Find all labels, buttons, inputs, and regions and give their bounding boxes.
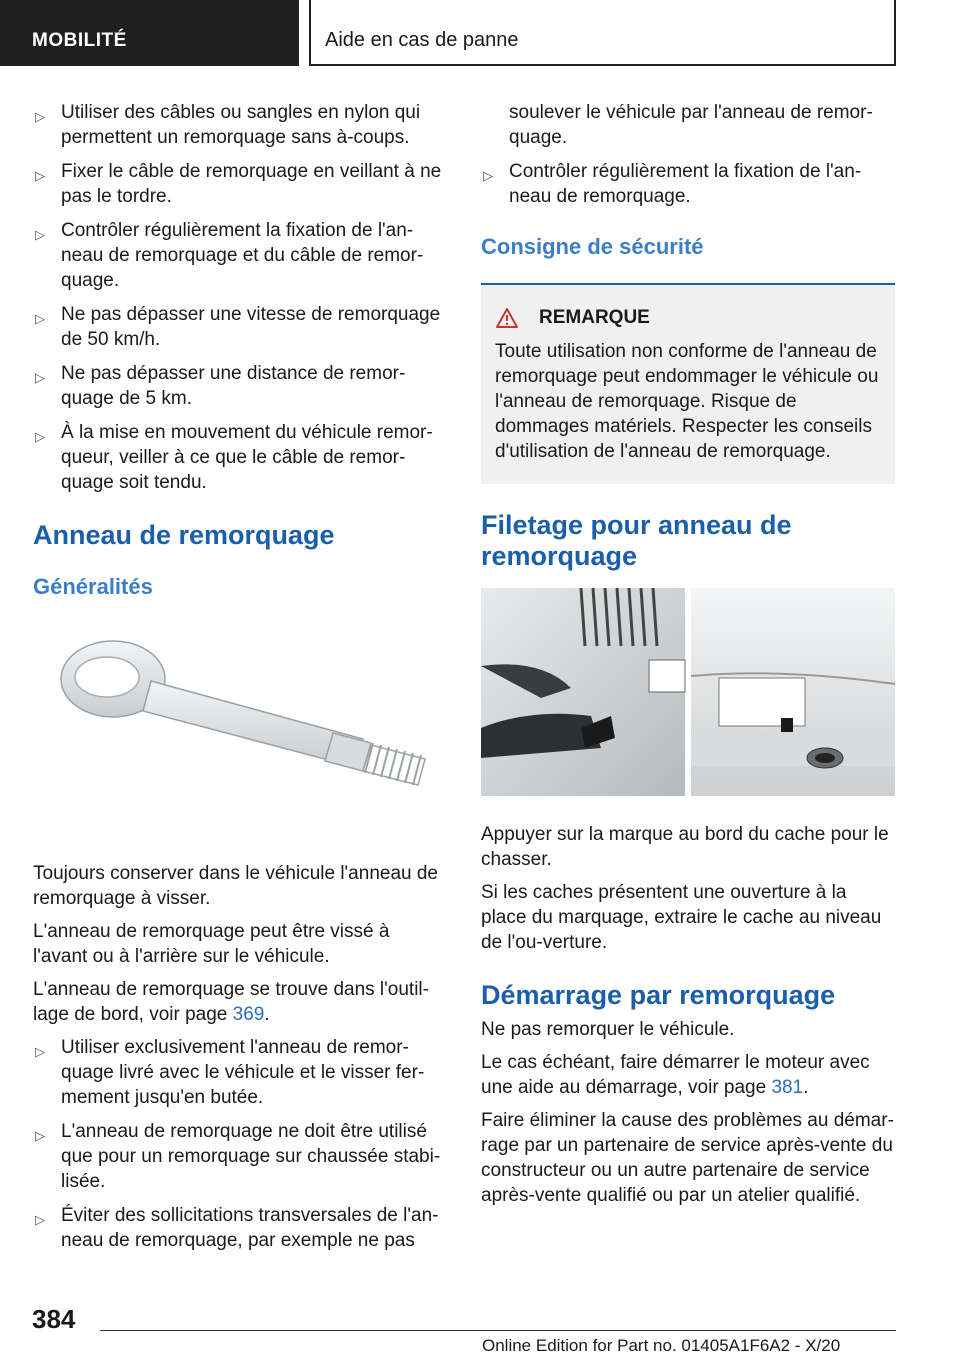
left-column	[33, 100, 447, 1262]
paragraph: L'anneau de remorquage se trouve dans l'outil-lage de bord, voir page 369.	[33, 979, 429, 1025]
note-header	[489, 307, 887, 329]
triangle-right-icon: ▷	[35, 311, 45, 326]
page-header	[0, 0, 960, 66]
list-item: ▷ Fixer le câble de remorquage en veillant à ne pas le tordre.	[35, 161, 442, 207]
section-label: MOBILITÉ	[0, 0, 299, 66]
triangle-right-icon: ▷	[35, 429, 45, 444]
warning-note	[481, 283, 895, 484]
bullet-list-top	[33, 100, 447, 495]
triangle-right-icon: ▷	[35, 109, 45, 124]
triangle-right-icon: ▷	[35, 1128, 45, 1143]
right-column	[481, 100, 895, 1216]
section-heading: Anneau de remorquage	[33, 520, 335, 550]
list-item: ▷ L'anneau de remorquage ne doit être utilisé que pour un remorquage sur chaussée stabi-lisée.	[35, 1121, 441, 1192]
list-item: ▷ Ne pas dépasser une distance de remor-quage de 5 km.	[35, 363, 406, 409]
triangle-right-icon: ▷	[35, 227, 45, 242]
tow-ring-illustration	[33, 621, 447, 851]
list-item: ▷ Ne pas dépasser une vitesse de remorquage de 50 km/h.	[35, 304, 441, 350]
list-item: ▷ Contrôler régulièrement la fixation de l'an-neau de remorquage.	[483, 161, 862, 207]
paragraph: Faire éliminer la cause des problèmes au démar-rage par un partenaire de service après-vente du constructeur ou un autre partenaire de service après-vente qualifié ou par un atelier qualifié.	[481, 1110, 894, 1206]
paragraph: Appuyer sur la marque au bord du cache pour le chasser.	[481, 824, 889, 870]
page-footer	[0, 1290, 960, 1362]
subsection-heading: Consigne de sécurité	[481, 234, 704, 259]
triangle-right-icon: ▷	[35, 1212, 45, 1227]
paragraph: L'anneau de remorquage peut être vissé à l'avant ou à l'arrière sur le véhicule.	[33, 921, 390, 967]
paragraph: Si les caches présentent une ouverture à la place du marquage, extraire le cache au niveau de l'ou-verture.	[481, 882, 882, 953]
section-heading: Filetage pour anneau de remorquage	[481, 510, 792, 571]
list-item: ▷ Utiliser des câbles ou sangles en nylon qui permettent un remorquage sans à-coups.	[35, 102, 421, 148]
subsection-heading: Généralités	[33, 574, 153, 599]
note-title: REMARQUE	[539, 307, 650, 328]
paragraph: Le cas échéant, faire démarrer le moteur avec une aide au démarrage, voir page 381.	[481, 1052, 870, 1098]
triangle-right-icon: ▷	[483, 168, 493, 183]
bumper-photos	[481, 588, 895, 796]
chapter-title: Aide en cas de panne	[309, 0, 896, 66]
bullet-continuation: soulever le véhicule par l'anneau de remor-quage.	[509, 102, 873, 148]
list-item: ▷ Utiliser exclusivement l'anneau de remor-quage livré avec le véhicule et le visser fer-mement jusqu'en butée.	[35, 1037, 425, 1108]
page-number: 384	[32, 1304, 76, 1334]
section-heading: Démarrage par remorquage	[481, 980, 836, 1010]
note-text: Toute utilisation non conforme de l'anneau de remorquage peut endommager le véhicule ou l'anneau de remorquage. Risque de dommages matériels. Respecter les conseils d'utilisation de l'anneau de remorquage.	[495, 341, 879, 462]
list-item: ▷ Contrôler régulièrement la fixation de l'an-neau de remorquage et du câble de remor-quage.	[35, 220, 424, 291]
triangle-right-icon: ▷	[35, 1044, 45, 1059]
footer-divider	[100, 1330, 896, 1331]
list-item: ▷ Éviter des sollicitations transversales de l'an-neau de remorquage, par exemple ne pas	[35, 1205, 439, 1251]
page-link[interactable]: 381	[771, 1077, 804, 1098]
warning-triangle-icon	[495, 307, 519, 329]
bullet-list-bottom	[33, 1035, 447, 1253]
paragraph: Ne pas remorquer le véhicule.	[481, 1019, 735, 1040]
edition-text: Online Edition for Part no. 01405A1F6A2 - X/20	[482, 1336, 841, 1355]
triangle-right-icon: ▷	[35, 370, 45, 385]
paragraph: Toujours conserver dans le véhicule l'anneau de remorquage à visser.	[33, 863, 438, 909]
tow-ring-icon	[33, 621, 447, 851]
triangle-right-icon: ▷	[35, 168, 45, 183]
list-item: ▷ À la mise en mouvement du véhicule remor-queur, veiller à ce que le câble de remor-quage soit tendu.	[35, 422, 433, 493]
bumper-photo-icon	[481, 588, 895, 796]
page-link[interactable]: 369	[232, 1004, 265, 1025]
